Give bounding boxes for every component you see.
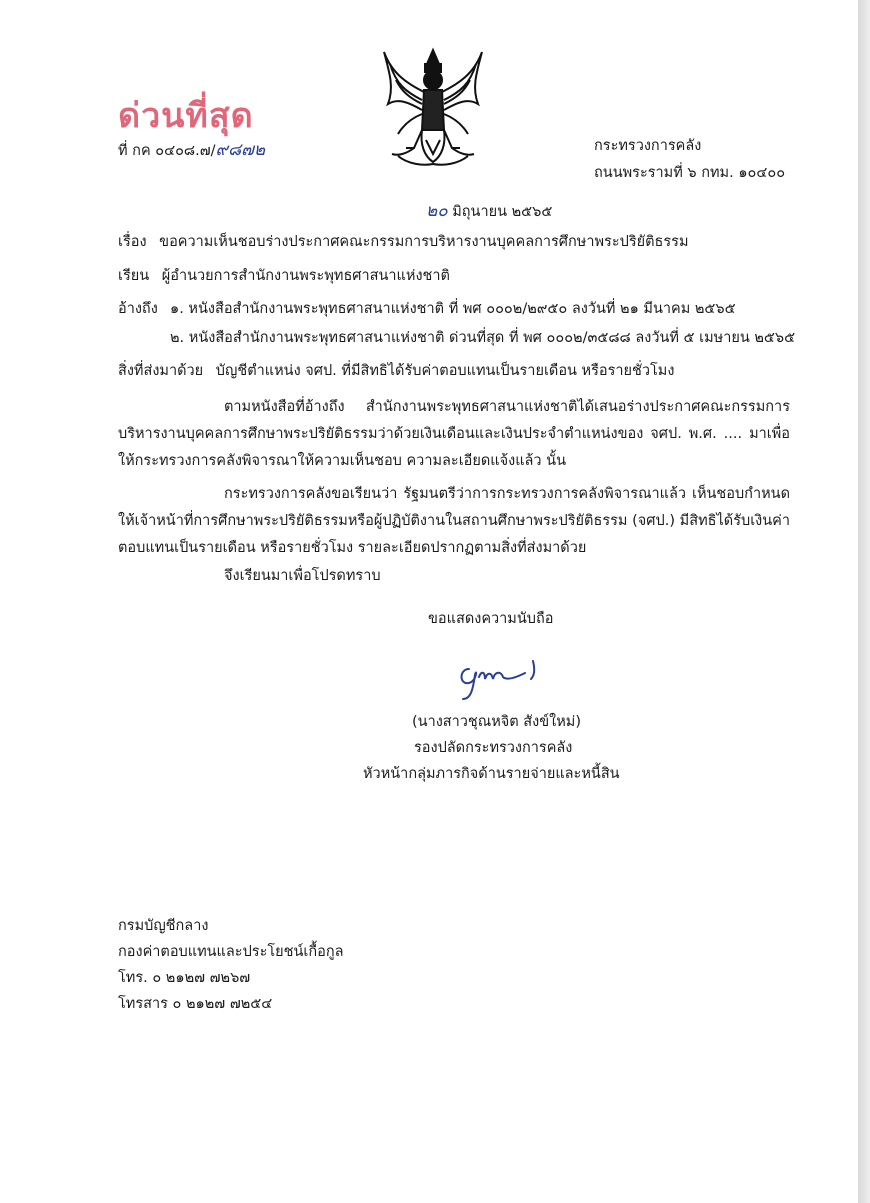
- date-day-handwritten: ๒๐: [426, 201, 448, 221]
- page-edge-shadow: [858, 0, 870, 1203]
- enclosure-label: สิ่งที่ส่งมาด้วย: [118, 363, 204, 379]
- recipient-label: เรียน: [118, 268, 150, 284]
- reference-item: ๒. หนังสือสำนักงานพระพุทธศาสนาแห่งชาติ ด่วนที่สุด ที่ พศ ๐๐๐๒/๓๕๘๘ ลงวันที่ ๕ เมษายน ๒๕๖๕: [170, 330, 796, 346]
- ministry-address: ถนนพระรามที่ ๖ กทม. ๑๐๔๐๐: [594, 165, 786, 181]
- reference-number-printed: ที่ กค ๐๔๐๘.๗/: [118, 143, 216, 159]
- reference-number: [118, 140, 265, 160]
- footer-phone: โทร. ๐ ๒๑๒๗ ๗๒๖๗: [118, 970, 251, 986]
- signature-icon: [455, 655, 565, 705]
- salutation: ขอแสดงความนับถือ: [428, 611, 554, 627]
- urgency-stamp: ด่วนที่สุด: [118, 96, 254, 136]
- enclosure-line: [118, 363, 674, 380]
- footer-division: กองค่าตอบแทนและประโยชน์เกื้อกูล: [118, 944, 344, 960]
- document-date: [426, 201, 552, 221]
- reference-item: ๑. หนังสือสำนักงานพระพุทธศาสนาแห่งชาติ ที่ พศ ๐๐๐๒/๒๙๕๐ ลงวันที่ ๒๑ มีนาคม ๒๕๖๕: [170, 301, 736, 317]
- date-month-year: มิถุนายน ๒๕๖๕: [452, 204, 553, 220]
- garuda-emblem-icon: [378, 44, 488, 170]
- body-paragraph-2: กระทรวงการคลังขอเรียนว่า รัฐมนตรีว่าการกระทรวงการคลังพิจารณาแล้ว เห็นชอบกำหนดให้เจ้าหน้าที่การศึกษาพระปริยัติธรรมหรือผู้ปฏิบัติงานในสถานศึกษาพระปริยัติธรรม (จศป.) มีสิทธิได้รับเงินค่าตอบแทนเป็นรายเดือน หรือรายชั่วโมง รายละเอียดปรากฏตามสิ่งที่ส่งมาด้วย: [118, 486, 790, 556]
- signer-title-2: หัวหน้ากลุ่มภารกิจด้านรายจ่ายและหนี้สิน: [363, 766, 620, 782]
- body-paragraph-1: ตามหนังสือที่อ้างถึง สำนักงานพระพุทธศาสนาแห่งชาติได้เสนอร่างประกาศคณะกรรมการบริหารงานบุคคลการศึกษาพระปริยัติธรรมว่าด้วยเงินเดือนและเงินประจำตำแหน่งของ จศป. พ.ศ. .... มาเพื่อให้กระทรวงการคลังพิจารณาให้ความเห็นชอบ ความละเอียดแจ้งแล้ว นั้น: [118, 399, 790, 469]
- signer-name: (นางสาวชุณหจิต สังข์ใหม่): [412, 714, 581, 730]
- subject-text: ขอความเห็นชอบร่างประกาศคณะกรรมการบริหารงานบุคคลการศึกษาพระปริยัติธรรม: [159, 234, 689, 250]
- recipient-line: [118, 268, 450, 285]
- references-label: อ้างถึง: [118, 301, 158, 317]
- subject-label: เรื่อง: [118, 234, 147, 250]
- subject-line: [118, 234, 689, 251]
- recipient-text: ผู้อำนวยการสำนักงานพระพุทธศาสนาแห่งชาติ: [161, 268, 450, 284]
- footer-fax: โทรสาร ๐ ๒๑๒๗ ๗๒๕๔: [118, 996, 273, 1012]
- closing-line: จึงเรียนมาเพื่อโปรดทราบ: [224, 568, 381, 584]
- signer-title-1: รองปลัดกระทรวงการคลัง: [414, 740, 573, 756]
- reference-number-handwritten: ๙๘๗๒: [215, 140, 266, 160]
- enclosure-text: บัญชีตำแหน่ง จศป. ที่มีสิทธิได้รับค่าตอบแทนเป็นรายเดือน หรือรายชั่วโมง: [215, 363, 675, 379]
- ministry-name: กระทรวงการคลัง: [594, 138, 702, 154]
- footer-department: กรมบัญชีกลาง: [118, 918, 209, 934]
